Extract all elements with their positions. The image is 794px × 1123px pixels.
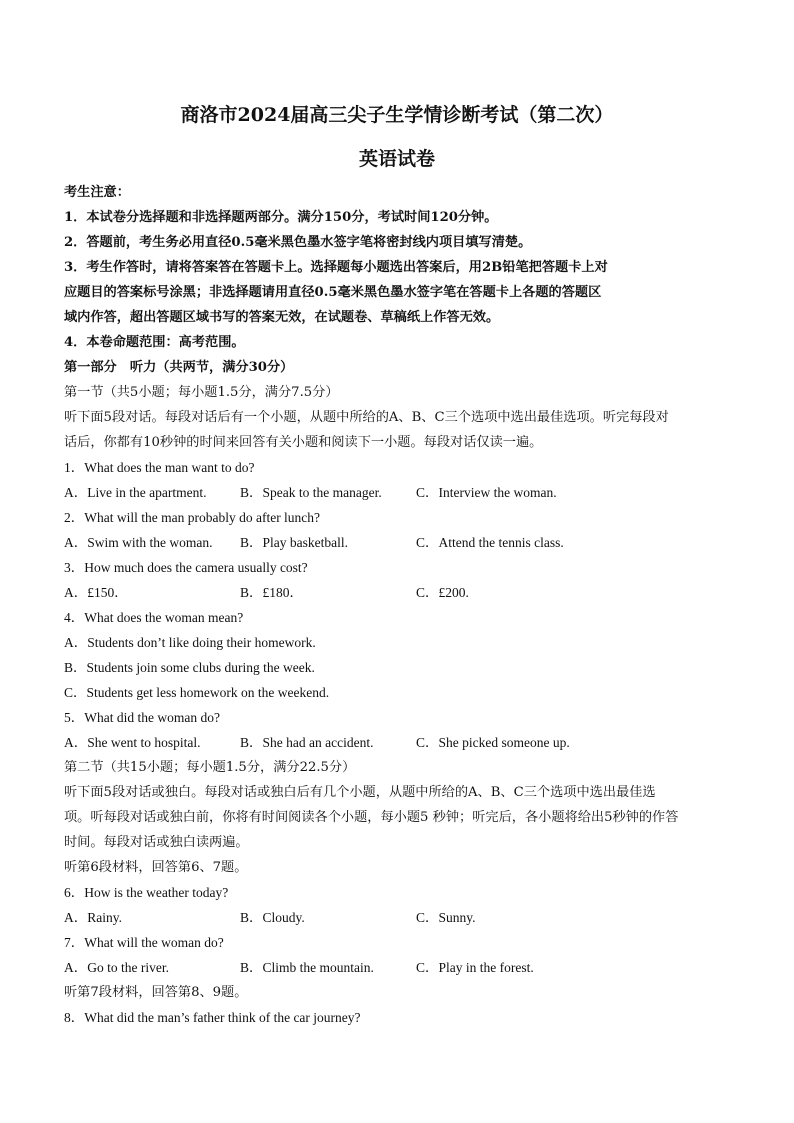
question-3-option-c: C．£200.	[416, 585, 469, 600]
page-title: 商洛市2024届高三尖子生学情诊断考试（第二次）	[180, 104, 614, 126]
question-3-option-a: A．£150．	[64, 585, 128, 600]
question-7-option-c: C．Play in the forest.	[416, 960, 534, 975]
exam-body	[64, 180, 734, 1030]
prompt-material-7: 听第7段材料，回答第8、9题。	[64, 985, 248, 1000]
question-5-option-a: A．She went to hospital.	[64, 735, 201, 750]
notice-item-3-cont-1: 应题目的答案标号涂黑；非选择题请用直径0.5毫米黑色墨水签字笔在答题卡上各题的答题区	[64, 285, 602, 300]
question-3-option-b: B．£180．	[240, 585, 304, 600]
question-6-stem: 6．How is the weather today?	[64, 885, 229, 900]
question-8-stem: 8．What did the man’s father think of the car journey?	[64, 1010, 361, 1025]
notice-item-3-cont-2: 域内作答，超出答题区域书写的答案无效，在试题卷、草稿纸上作答无效。	[64, 310, 500, 325]
question-1-stem: 1．What does the man want to do?	[64, 460, 255, 475]
page-subtitle: 英语试卷	[358, 148, 435, 170]
question-2-option-a: A．Swim with the woman.	[64, 535, 213, 550]
section2-instructions-3: 时间。每段对话或独白读两遍。	[64, 835, 249, 850]
question-4-option-c: C．Students get less homework on the weekend.	[64, 685, 330, 700]
notice-heading: 考生注意：	[64, 185, 130, 200]
section2-instructions-2: 项。听每段对话或独白前，你将有时间阅读各个小题，每小题5 秒钟；听完后，各小题将给出5秒钟的作答	[64, 810, 679, 825]
question-4-option-a: A．Students don’t like doing their homework.	[64, 635, 316, 650]
question-6-option-c: C．Sunny.	[416, 910, 476, 925]
question-1-option-b: B．Speak to the manager.	[240, 485, 382, 500]
question-7-option-a: A．Go to the river.	[64, 960, 169, 975]
notice-item-1: 1．本试卷分选择题和非选择题两部分。满分150分，考试时间120分钟。	[64, 210, 498, 225]
question-7-option-b: B．Climb the mountain.	[240, 960, 374, 975]
question-5-option-b: B．She had an accident.	[240, 735, 374, 750]
notice-item-4: 4．本卷命题范围：高考范围。	[64, 335, 245, 350]
section1-heading: 第一节（共5小题；每小题1.5分，满分7.5分）	[64, 385, 339, 400]
section1-instructions-2: 话后，你都有10秒钟的时间来回答有关小题和阅读下一小题。每段对话仅读一遍。	[64, 435, 543, 450]
question-1-option-a: A．Live in the apartment.	[64, 485, 207, 500]
question-7-options	[64, 955, 734, 980]
section2-heading: 第二节（共15小题；每小题1.5分，满分22.5分）	[64, 760, 356, 775]
question-4-option-b: B．Students join some clubs during the week.	[64, 660, 315, 675]
question-3-stem: 3．How much does the camera usually cost?	[64, 560, 308, 575]
question-2-option-c: C．Attend the tennis class.	[416, 535, 564, 550]
question-2-stem: 2．What will the man probably do after lunch?	[64, 510, 321, 525]
question-5-stem: 5．What did the woman do?	[64, 710, 220, 725]
prompt-material-6: 听第6段材料，回答第6、7题。	[64, 860, 248, 875]
question-1-options	[64, 480, 734, 505]
section2-instructions-1: 听下面5段对话或独白。每段对话或独白后有几个小题，从题中所给的A、B、C三个选项中选出最佳选	[64, 785, 656, 800]
question-4-stem: 4．What does the woman mean?	[64, 610, 244, 625]
notice-item-3: 3．考生作答时，请将答案答在答题卡上。选择题每小题选出答案后，用2B铅笔把答题卡上对	[64, 260, 608, 275]
question-7-stem: 7．What will the woman do?	[64, 935, 224, 950]
question-6-option-a: A．Rainy.	[64, 910, 122, 925]
question-2-options	[64, 530, 734, 555]
question-5-option-c: C．She picked someone up.	[416, 735, 570, 750]
question-5-options	[64, 730, 734, 755]
question-2-option-b: B．Play basketball.	[240, 535, 348, 550]
question-6-option-b: B．Cloudy.	[240, 910, 305, 925]
notice-item-2: 2．答题前，考生务必用直径0.5毫米黑色墨水签字笔将密封线内项目填写清楚。	[64, 235, 532, 250]
question-3-options	[64, 580, 734, 605]
part1-heading: 第一部分 听力（共两节，满分30分）	[64, 360, 294, 375]
question-1-option-c: C．Interview the woman.	[416, 485, 557, 500]
section1-instructions-1: 听下面5段对话。每段对话后有一个小题，从题中所给的A、B、C三个选项中选出最佳选项。听完每段对	[64, 410, 669, 425]
question-6-options	[64, 905, 734, 930]
